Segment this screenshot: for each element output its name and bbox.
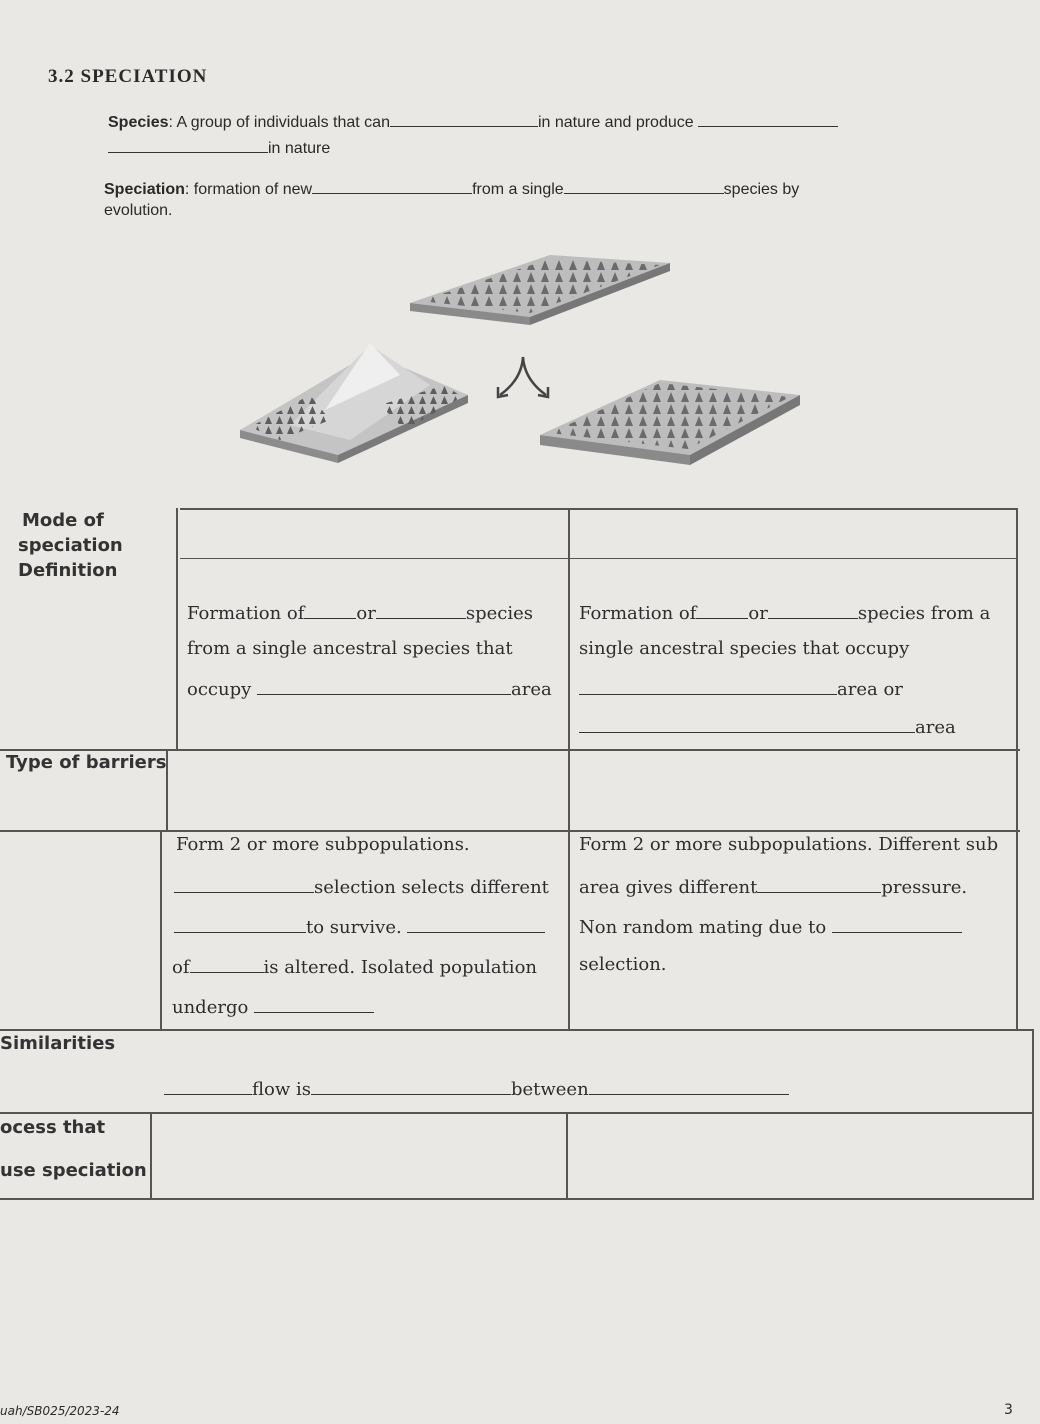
species-definition-line2: in nature: [108, 136, 330, 158]
blank: [174, 874, 314, 893]
row-label-definition: Definition: [18, 560, 118, 581]
table-rule: [0, 1029, 1034, 1031]
row-label-process: ocess that: [0, 1117, 106, 1138]
table-rule: [180, 558, 1016, 559]
blank: [257, 676, 511, 695]
blank: [311, 1076, 511, 1095]
blank: [164, 1076, 252, 1095]
blank: [376, 600, 466, 619]
speciation-illustration: [230, 235, 810, 475]
definition-right-line2: single ancestral species that occupy: [579, 638, 910, 659]
row-label-mode: speciation: [18, 535, 123, 556]
species-definition-line1: Species: A group of individuals that can in nature and produce: [108, 110, 838, 132]
definition-left-line3: occupy area: [187, 676, 552, 700]
definition-right-line3: area or: [579, 676, 903, 700]
blank: [698, 110, 838, 127]
definition-right-line1: Formation of or species from a: [579, 600, 990, 624]
table-col-rule: [568, 508, 570, 1030]
ancestral-population-block: [410, 255, 670, 325]
sympatric-block: [540, 380, 800, 465]
speciation-definition-line1: Speciation: formation of new from a single species by: [104, 177, 799, 199]
table-rule: [0, 1112, 1034, 1114]
speciation-term: Speciation: [104, 181, 185, 198]
definition-left-line2: from a single ancestral species that: [187, 638, 513, 659]
blank: [832, 914, 962, 933]
footer-code: uah/SB025/2023-24: [0, 1404, 120, 1418]
blank: [174, 914, 306, 933]
blank: [696, 600, 748, 619]
blank: [768, 600, 858, 619]
barrier-right-line2: area gives different pressure.: [579, 874, 967, 898]
similarities-line: flow is between: [164, 1076, 789, 1100]
blank: [407, 914, 545, 933]
barrier-right-line1: Form 2 or more subpopulations. Different sub: [579, 834, 999, 855]
blank: [108, 136, 268, 153]
barrier-left-line4: of is altered. Isolated population: [172, 954, 537, 978]
table-col-rule: [160, 830, 162, 1030]
species-term: Species: [108, 114, 169, 131]
blank: [589, 1076, 789, 1095]
barrier-left-line3: to survive.: [174, 914, 545, 938]
table-rule: [0, 830, 1020, 832]
barrier-right-line4: selection.: [579, 954, 667, 975]
blank: [757, 874, 881, 893]
table-rule: [0, 749, 1020, 751]
table-col-rule: [150, 1112, 152, 1199]
blank: [579, 714, 915, 733]
blank: [312, 177, 472, 194]
row-label-process: use speciation: [0, 1160, 147, 1181]
blank: [564, 177, 724, 194]
table-bottom-border: [0, 1198, 1034, 1200]
barrier-left-line1: Form 2 or more subpopulations.: [176, 834, 470, 855]
table-col-rule: [1032, 1029, 1034, 1199]
barrier-right-line3: Non random mating due to: [579, 914, 962, 938]
table-col-rule: [1016, 508, 1018, 1030]
section-heading: 3.2 SPECIATION: [48, 66, 208, 87]
allopatric-block: [240, 343, 468, 463]
row-label-barriers: Type of barriers: [6, 752, 167, 773]
speciation-definition-line2: evolution.: [104, 202, 173, 219]
table-col-rule: [176, 508, 178, 750]
blank: [579, 676, 837, 695]
table-col-rule: [566, 1112, 568, 1199]
blank: [190, 954, 264, 973]
blank: [304, 600, 356, 619]
barrier-left-line5: undergo: [172, 994, 374, 1018]
split-arrow-icon: [498, 357, 548, 397]
page-number: 3: [1004, 1402, 1013, 1418]
table-top-border: [180, 508, 1016, 510]
row-label-mode: Mode of: [22, 510, 104, 531]
barrier-left-line2: selection selects different: [174, 874, 549, 898]
blank: [390, 110, 538, 127]
definition-right-line4: area: [579, 714, 956, 738]
definition-left-line1: Formation of or species: [187, 600, 533, 624]
blank: [254, 994, 374, 1013]
row-label-similarities: Similarities: [0, 1033, 116, 1054]
